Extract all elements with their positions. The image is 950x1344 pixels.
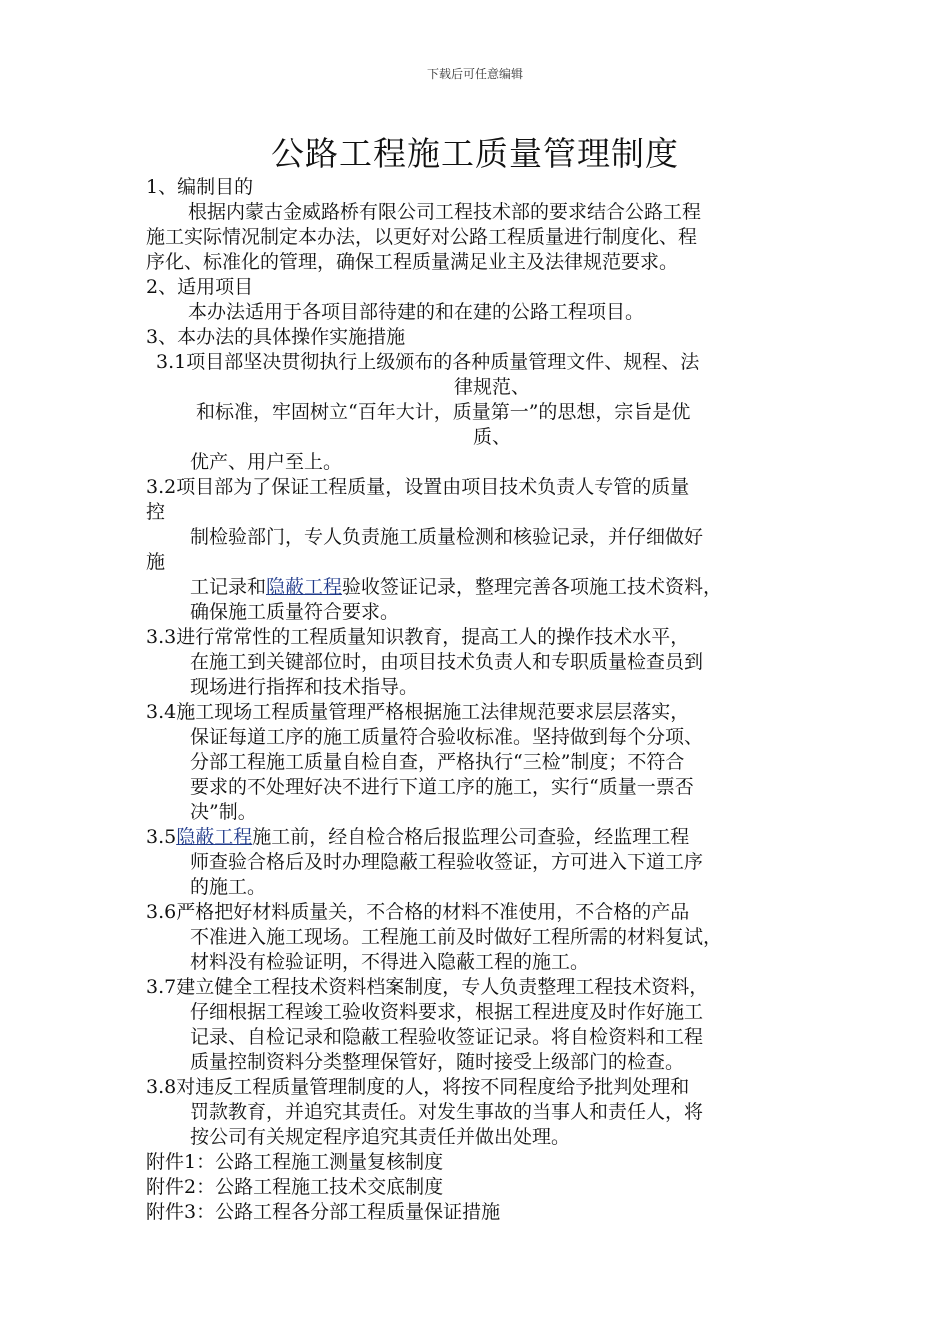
item-3-6-line: 3.6严格把好材料质量关，不合格的材料不准使用，不合格的产品 [146, 901, 690, 923]
item-3-1-line: 质、 [472, 426, 511, 448]
item-3-2-line: 施 [146, 551, 166, 573]
item-3-8-line: 按公司有关规定程序追究其责任并做出处理。 [190, 1126, 571, 1148]
section-1-text-line: 根据内蒙古金威路桥有限公司工程技术部的要求结合公路工程 [188, 201, 702, 223]
attachment-3: 附件3：公路工程各分部工程质量保证措施 [146, 1201, 501, 1223]
item-3-7-line: 3.7建立健全工程技术资料档案制度，专人负责整理工程技术资料， [146, 976, 709, 998]
item-3-2-line: 制检验部门，专人负责施工质量检测和核验记录，并仔细做好 [190, 526, 704, 548]
section-2-text-line: 本办法适用于各项目部待建的和在建的公路工程项目。 [188, 301, 645, 323]
section-3-heading: 3、本办法的具体操作实施措施 [146, 326, 406, 348]
item-3-5-number: 3.5 [146, 826, 177, 848]
hidden-works-link[interactable]: 隐蔽工程 [176, 826, 253, 848]
section-2-heading: 2、适用项目 [146, 276, 254, 298]
item-3-2-text: 工记录和 [190, 576, 267, 598]
item-3-2-line: 确保施工质量符合要求。 [190, 601, 400, 623]
item-3-1-line: 优产、用户至上。 [190, 451, 343, 473]
item-3-5-text: 施工前，经自检合格后报监理公司查验，经监理工程 [252, 826, 690, 848]
item-3-4-line: 分部工程施工质量自检自查，严格执行“三检”制度；不符合 [190, 751, 685, 773]
item-3-6-line: 不准进入施工现场。工程施工前及时做好工程所需的材料复试， [190, 926, 723, 948]
item-3-1-line: 和标准，牢固树立“百年大计，质量第一”的思想，宗旨是优 [196, 401, 691, 423]
item-3-4-line: 3.4施工现场工程质量管理严格根据施工法律规范要求层层落实， [146, 701, 690, 723]
item-3-8-line: 罚款教育，并追究其责任。对发生事故的当事人和责任人，将 [190, 1101, 704, 1123]
item-3-3-line: 3.3进行常常性的工程质量知识教育，提高工人的操作技术水平， [146, 626, 690, 648]
page-header-note: 下载后可任意编辑 [426, 67, 523, 81]
attachment-2: 附件2：公路工程施工技术交底制度 [146, 1176, 444, 1198]
item-3-6-line: 材料没有检验证明，不得进入隐蔽工程的施工。 [190, 951, 590, 973]
item-3-5-line [146, 825, 818, 850]
item-3-7-line: 质量控制资料分类整理保管好，随时接受上级部门的检查。 [190, 1051, 685, 1073]
attachment-1: 附件1：公路工程施工测量复核制度 [146, 1151, 444, 1173]
item-3-2-text: 验收签证记录，整理完善各项施工技术资料， [342, 576, 723, 598]
section-1-heading: 1、编制目的 [146, 176, 254, 198]
item-3-5-line: 师查验合格后及时办理隐蔽工程验收签证，方可进入下道工序 [190, 851, 704, 873]
document-title: 公路工程施工质量管理制度 [271, 134, 679, 173]
item-3-1-line: 3.1项目部坚决贯彻执行上级颁布的各种质量管理文件、规程、法 [156, 351, 700, 373]
item-3-3-line: 在施工到关键部位时，由项目技术负责人和专职质量检查员到 [190, 651, 704, 673]
item-3-7-line: 仔细根据工程竣工验收资料要求，根据工程进度及时作好施工 [190, 1001, 704, 1023]
item-3-4-line: 保证每道工序的施工质量符合验收标准。坚持做到每个分项、 [190, 726, 704, 748]
item-3-2-line: 控 [146, 501, 166, 523]
hidden-works-link[interactable]: 隐蔽工程 [266, 576, 343, 598]
item-3-5-line: 的施工。 [190, 876, 267, 898]
item-3-4-line: 要求的不处理好决不进行下道工序的施工，实行“质量一票否 [190, 776, 694, 798]
item-3-8-line: 3.8对违反工程质量管理制度的人，将按不同程度给予批判处理和 [146, 1076, 690, 1098]
item-3-2-line [146, 575, 818, 600]
item-3-2-line: 3.2项目部为了保证工程质量，设置由项目技术负责人专管的质量 [146, 476, 690, 498]
item-3-1-line: 律规范、 [453, 376, 530, 398]
document-body [146, 175, 818, 1225]
section-1-text-line: 施工实际情况制定本办法，以更好对公路工程质量进行制度化、程 [146, 226, 698, 248]
section-1-text-line: 序化、标准化的管理，确保工程质量满足业主及法律规范要求。 [146, 251, 679, 273]
item-3-3-line: 现场进行指挥和技术指导。 [190, 676, 419, 698]
item-3-4-line: 决”制。 [190, 801, 257, 823]
item-3-7-line: 记录、自检记录和隐蔽工程验收签证记录。将自检资料和工程 [190, 1026, 704, 1048]
